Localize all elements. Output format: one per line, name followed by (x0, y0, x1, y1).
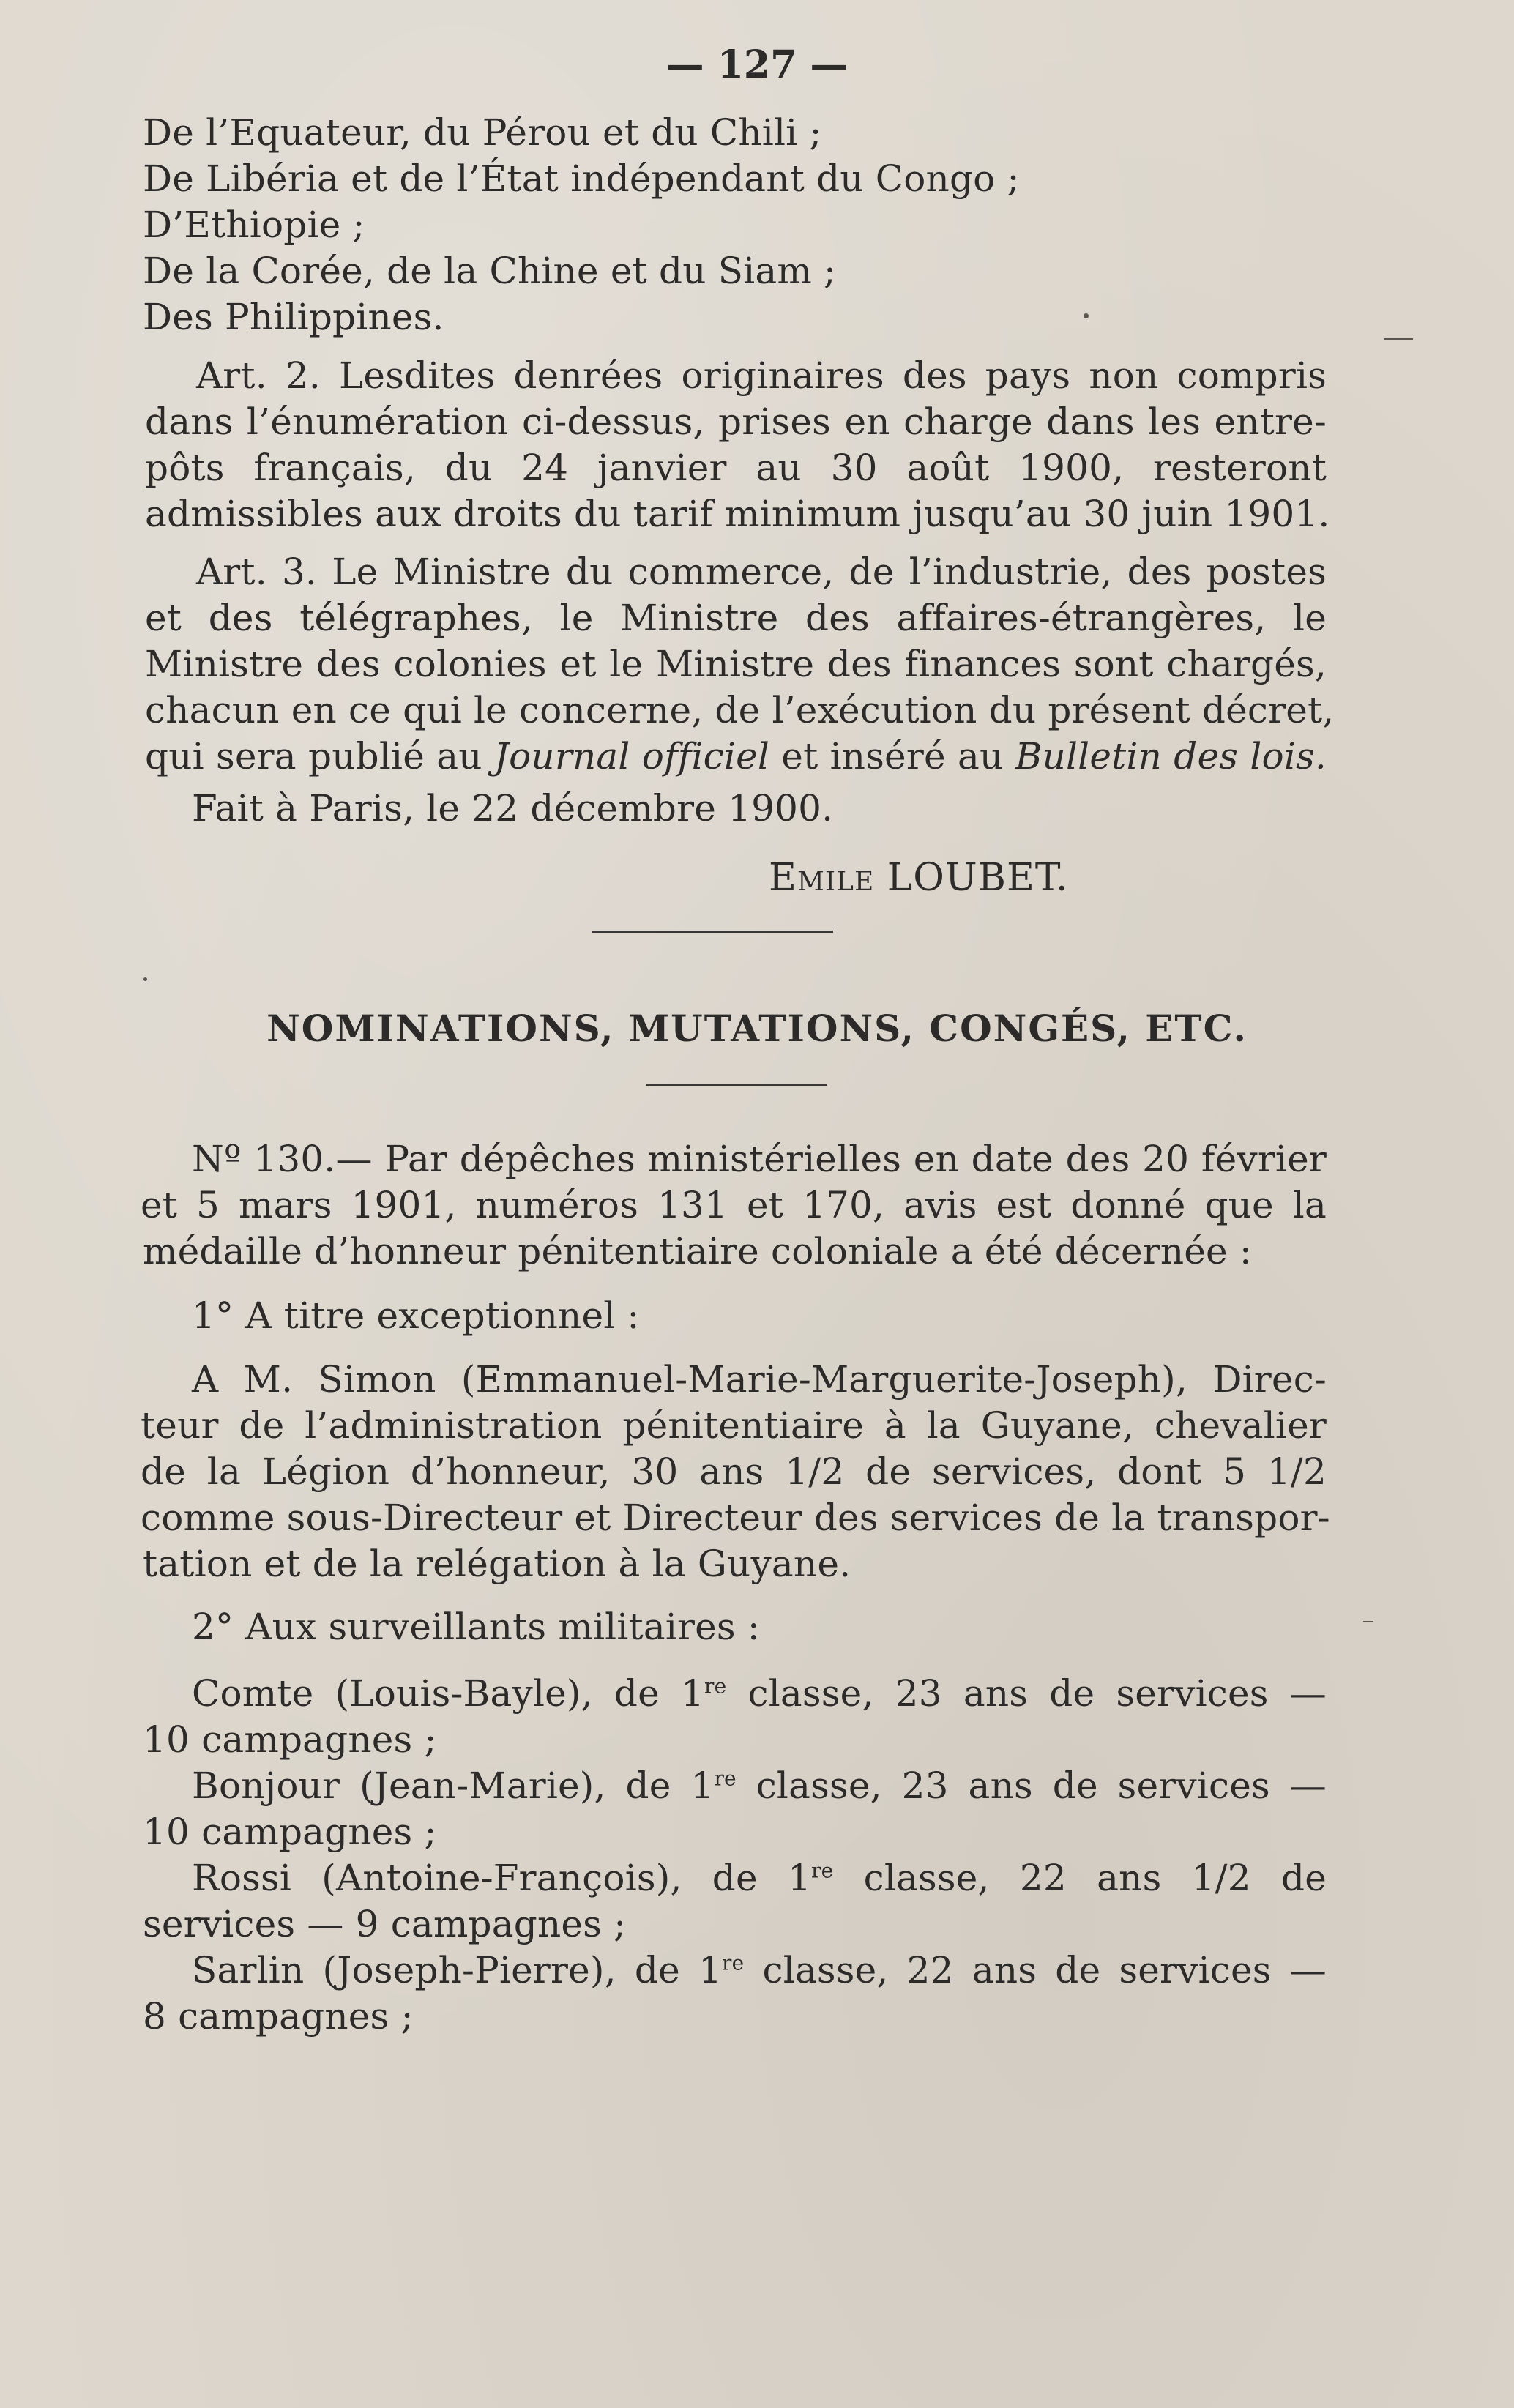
superscript: re (722, 1950, 745, 1975)
recipient-continuation: services — 9 campagnes ; (143, 1903, 627, 1945)
print-speck (1384, 338, 1413, 340)
recipient-line (192, 1763, 1327, 1808)
text-line: et des télégraphes, le Ministre des affaires-étrangères, le (145, 597, 1327, 639)
text-run: Rossi (Antoine-François), de 1 (192, 1857, 812, 1899)
print-speck (143, 977, 147, 981)
divider (646, 1084, 827, 1086)
text-line: comme sous-Directeur et Directeur des services de la transpor- (141, 1496, 1330, 1539)
recipient-continuation: 10 campagnes ; (143, 1811, 437, 1853)
subheading-line: 2° Aux surveillants militaires : (192, 1606, 760, 1648)
print-speck (1084, 313, 1089, 318)
date-line: Fait à Paris, le 22 décembre 1900. (192, 787, 834, 830)
text-run: et inséré au (769, 735, 1015, 778)
subheading-line: 1° A titre exceptionnel : (192, 1294, 640, 1337)
superscript: re (714, 1766, 737, 1791)
divider (592, 931, 833, 933)
text-line: De Libéria et de l’État indépendant du Congo ; (143, 157, 1020, 200)
superscript: re (811, 1858, 834, 1883)
text-run: Bonjour (Jean-Marie), de 1 (192, 1764, 715, 1807)
text-line: De la Corée, de la Chine et du Siam ; (143, 250, 837, 292)
text-run: classe, 22 ans 1/2 de (833, 1857, 1327, 1899)
text-run: classe, 22 ans de services — (744, 1949, 1327, 1991)
text-line: A M. Simon (Emmanuel-Marie-Marguerite-Joseph), Direc- (192, 1358, 1327, 1401)
text-run: classe, 23 ans de services — (726, 1672, 1327, 1715)
article-3-line: Art. 3. Le Ministre du commerce, de l’industrie, des postes (196, 551, 1327, 593)
text-line: chacun en ce qui le concerne, de l’exécution du présent décret, (145, 689, 1335, 731)
text-line: teur de l’administration pénitentiaire à la Guyane, chevalier (141, 1404, 1327, 1447)
text-line: Ministre des colonies et le Ministre des finances sont chargés, (145, 643, 1327, 685)
recipient-continuation: 8 campagnes ; (143, 1995, 414, 2038)
text-line: admissibles aux droits du tarif minimum jusqu’au 30 juin 1901. (145, 493, 1330, 535)
text-line: dans l’énumération ci-dessus, prises en charge dans les entre- (145, 400, 1327, 443)
page-number: — 127 — (665, 42, 849, 87)
text-run: qui sera publié au (145, 735, 494, 778)
section-heading: NOMINATIONS, MUTATIONS, CONGÉS, ETC. (266, 1007, 1248, 1050)
signature (769, 855, 1069, 901)
print-speck (1363, 1621, 1373, 1622)
text-line: médaille d’honneur pénitentiaire coloniale a été décernée : (143, 1230, 1252, 1272)
text-run: Comte (Louis-Bayle), de 1 (192, 1672, 705, 1715)
text-run: Sarlin (Joseph-Pierre), de 1 (192, 1949, 723, 1991)
recipient-line (192, 1947, 1327, 1993)
recipient-continuation: 10 campagnes ; (143, 1718, 437, 1761)
text-line: de la Légion d’honneur, 30 ans 1/2 de services, dont 5 1/2 (141, 1450, 1327, 1493)
text-line: D’Ethiopie ; (143, 204, 365, 246)
signature-last-name: LOUBET. (887, 856, 1069, 900)
article-2-line: Art. 2. Lesdites denrées originaires des pays non compris (196, 354, 1327, 397)
text-line: et 5 mars 1901, numéros 131 et 170, avis est donné que la (141, 1184, 1327, 1226)
journal-officiel-text: Journal officiel (493, 735, 770, 778)
text-line: De l’Equateur, du Pérou et du Chili ; (143, 111, 822, 154)
recipient-line (192, 1671, 1327, 1716)
recipient-line (192, 1855, 1327, 1901)
signature-first-name: Emile (769, 856, 875, 900)
text-line: tation et de la relégation à la Guyane. (143, 1543, 851, 1585)
text-line: pôts français, du 24 janvier au 30 août 1900, resteront (145, 447, 1327, 489)
bulletin-des-lois-text: Bulletin des lois. (1015, 735, 1327, 778)
text-line: Des Philippines. (143, 296, 444, 338)
text-run: classe, 23 ans de services — (736, 1764, 1327, 1807)
text-line (145, 734, 1327, 779)
text-line: Nº 130.— Par dépêches ministérielles en date des 20 février (192, 1138, 1327, 1180)
superscript: re (704, 1674, 727, 1699)
